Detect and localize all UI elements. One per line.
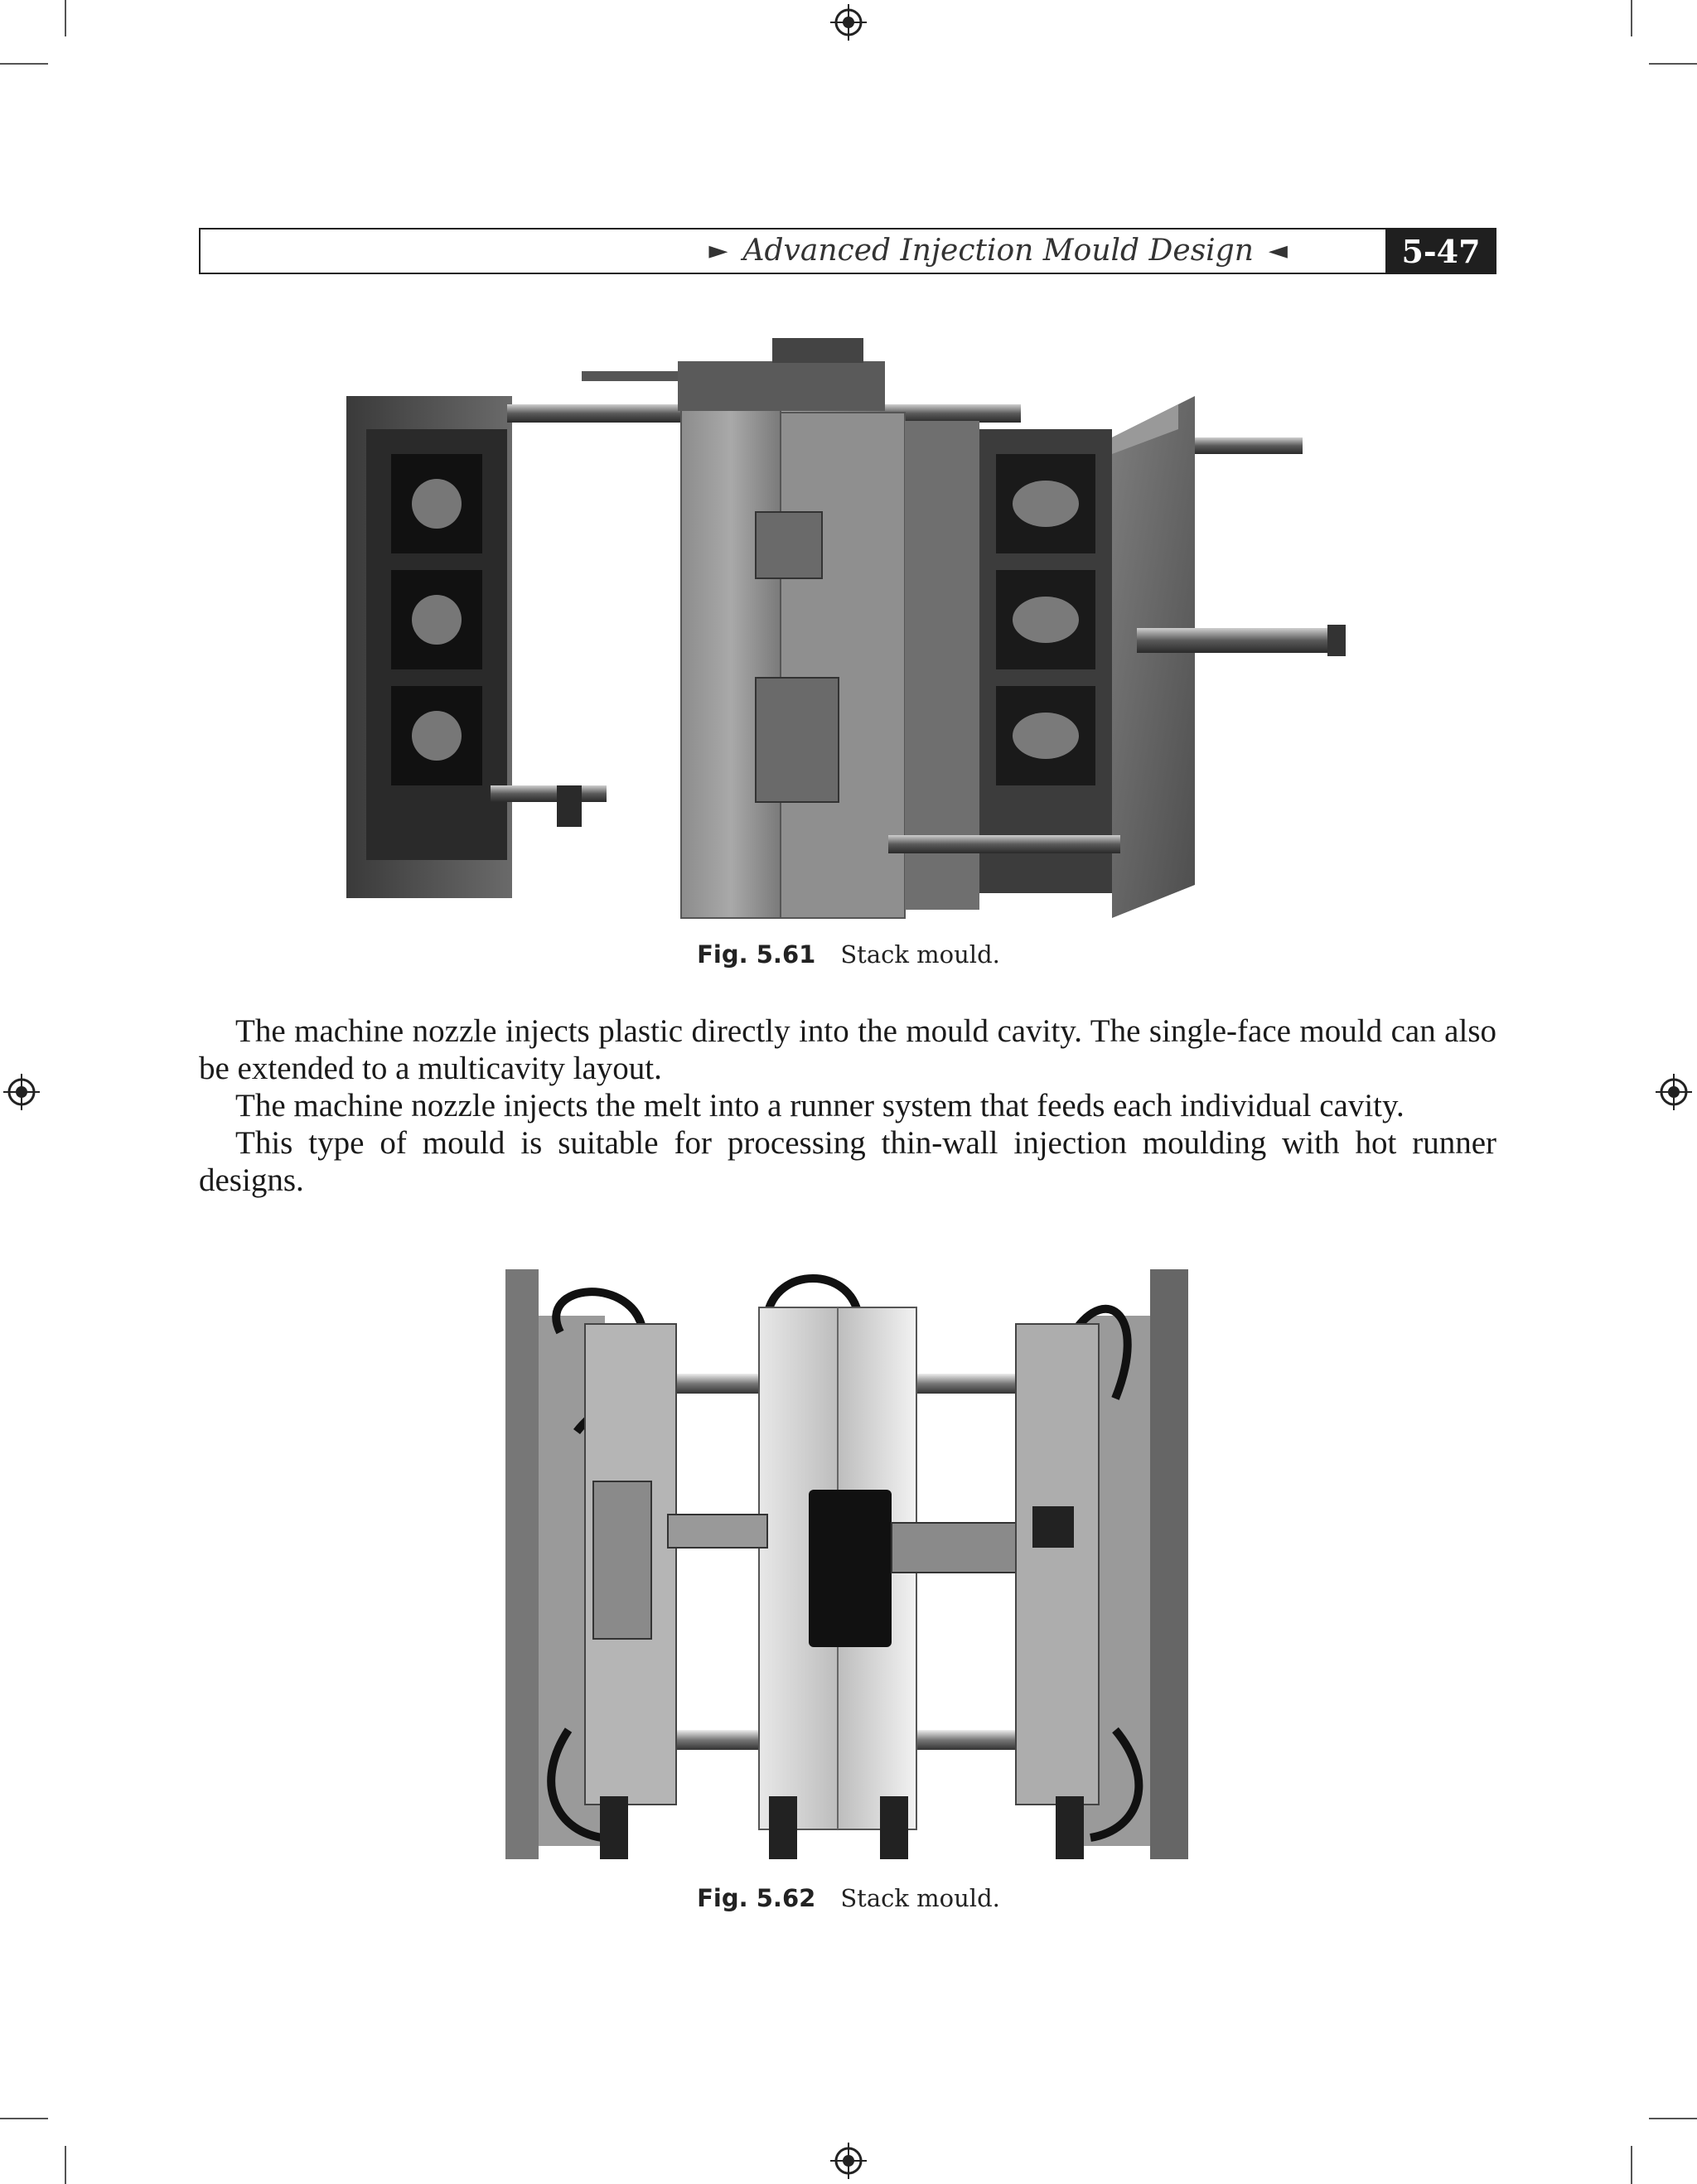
crop-mark (1631, 2146, 1632, 2184)
crop-mark (65, 0, 66, 36)
paragraph: This type of mould is suitable for processing thin-wall injection moulding with hot runner designs. (199, 1125, 1496, 1198)
page-number: 5-47 (1385, 228, 1496, 274)
figure-caption (0, 940, 1697, 969)
body-text (199, 1012, 1496, 1199)
header-title-group (708, 234, 1288, 268)
figure-caption-text: Stack mould. (840, 940, 1000, 969)
stack-mould-photo-1 (341, 321, 1347, 920)
paragraph: The machine nozzle injects the melt into a runner system that feeds each individual cavity. (235, 1088, 1404, 1123)
registration-mark-icon (3, 1074, 40, 1110)
figure-caption (0, 1884, 1697, 1912)
registration-mark-icon (830, 4, 867, 41)
stack-mould-photo-2 (502, 1266, 1192, 1863)
crop-mark (0, 2118, 48, 2119)
crop-mark (1631, 0, 1632, 36)
crop-mark (0, 63, 48, 65)
right-triangle-icon: ► (708, 236, 728, 265)
left-triangle-icon: ◄ (1268, 236, 1288, 265)
running-header (199, 228, 1496, 274)
registration-mark-icon (830, 2143, 867, 2179)
registration-mark-icon (1656, 1074, 1692, 1110)
paragraph: The machine nozzle injects plastic directly into the mould cavity. The single-face mould can also be extended to a multicavity layout. (199, 1013, 1496, 1086)
crop-mark (65, 2146, 66, 2184)
crop-mark (1649, 63, 1697, 65)
figure-label: Fig. 5.61 (697, 940, 816, 969)
header-title: Advanced Injection Mould Design (742, 234, 1254, 268)
figure-label: Fig. 5.62 (697, 1884, 816, 1912)
crop-mark (1649, 2118, 1697, 2119)
figure-caption-text: Stack mould. (840, 1884, 1000, 1912)
